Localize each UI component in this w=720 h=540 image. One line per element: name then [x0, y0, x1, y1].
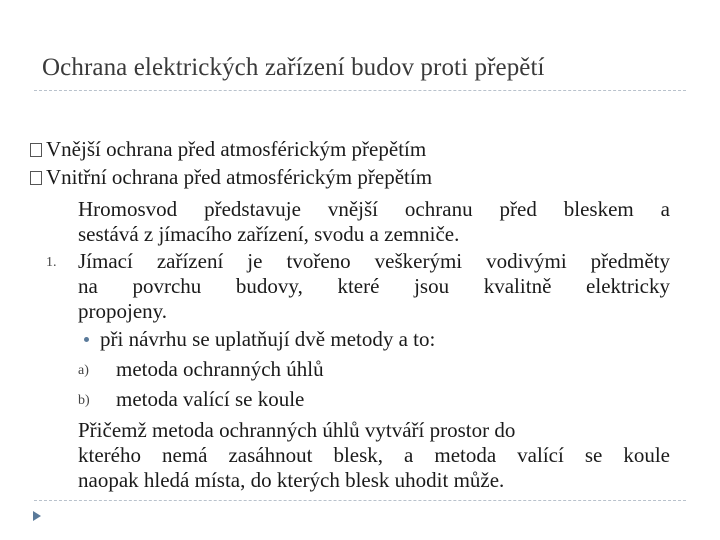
paragraph-line: sestává z jímacího zařízení, svodu a zemniče. [78, 222, 460, 246]
paragraph-line: Přičemž metoda ochranných úhlů vytváří prostor do [78, 418, 516, 442]
list-item: Vnější ochrana před atmosférickým přepětím [30, 136, 426, 162]
method-text: metoda valící se koule [116, 387, 305, 411]
slide-title: Ochrana elektrických zařízení budov proti přepětí [42, 54, 545, 81]
paragraph-line: kterého nemá zasáhnout blesk, a metoda valící se koule [78, 443, 670, 467]
paragraph-line: naopak hledá místa, do kterých blesk uhodit může. [78, 468, 505, 492]
square-bullet-icon [30, 143, 42, 157]
method-marker: b) [78, 393, 90, 408]
method-marker: a) [78, 363, 89, 378]
square-bullet-icon [30, 171, 42, 185]
numbered-line: propojeny. [78, 299, 168, 323]
numbered-marker: 1. [46, 255, 57, 270]
footer-divider [34, 500, 686, 501]
dot-bullet-icon [84, 337, 89, 342]
numbered-line: Jímací zařízení je tvořeno veškerými vodivými předměty [78, 249, 670, 273]
title-divider [34, 90, 686, 91]
list-item: Vnitřní ochrana před atmosférickým přepětím [30, 164, 432, 190]
triangle-right-icon[interactable] [32, 510, 42, 522]
sub-bullet-text: při návrhu se uplatňují dvě metody a to: [100, 327, 436, 351]
numbered-line: na povrchu budovy, které jsou kvalitně elektricky [78, 274, 670, 298]
method-text: metoda ochranných úhlů [116, 357, 324, 381]
paragraph-line: Hromosvod představuje vnější ochranu před bleskem a [78, 197, 670, 221]
